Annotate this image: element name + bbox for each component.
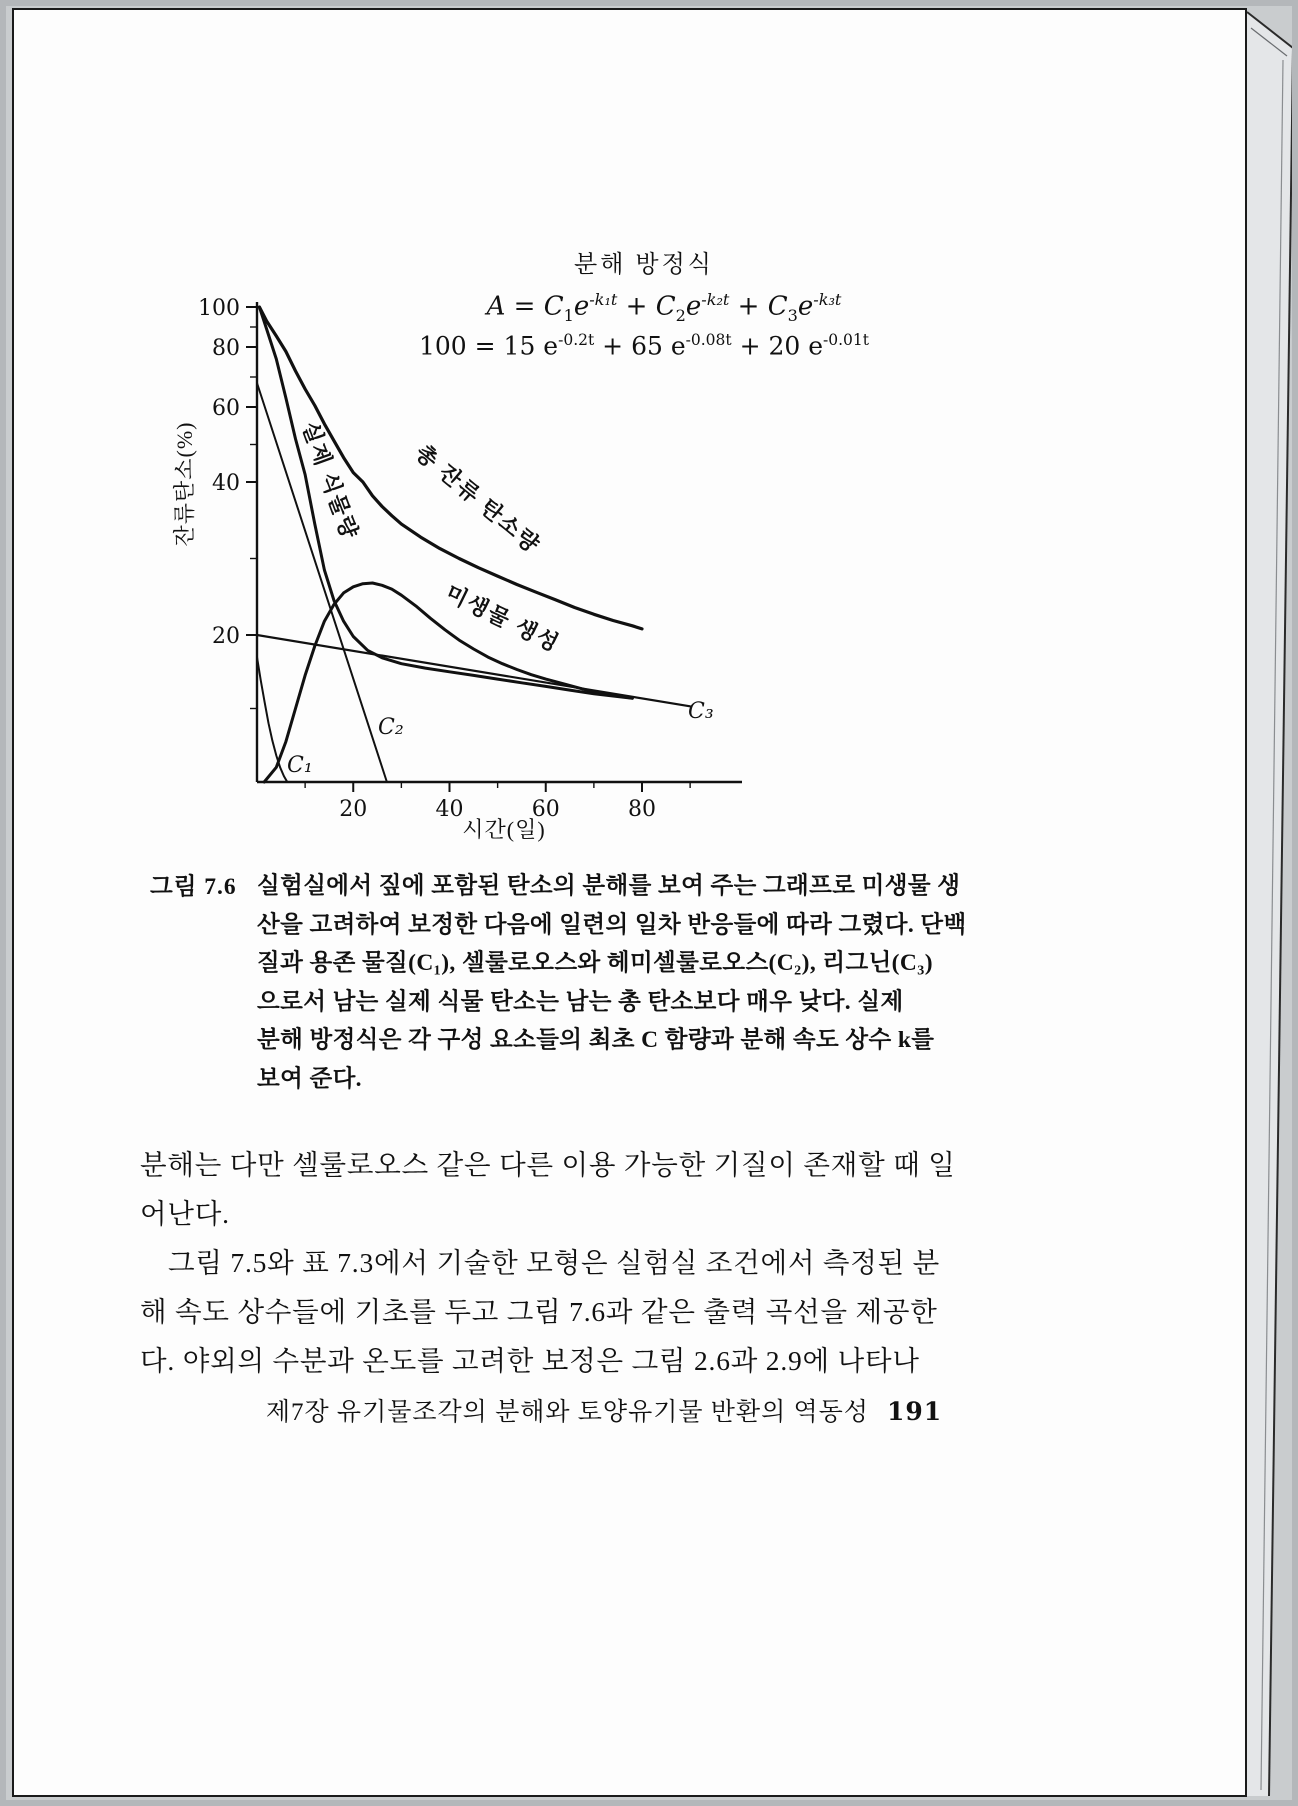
plant-curve-label: 실제 식물량 bbox=[297, 418, 364, 544]
x-tick-label: 60 bbox=[531, 797, 560, 822]
caption-line: 보여 준다. bbox=[257, 1065, 362, 1092]
caption-line: 으로서 남는 실제 식물 탄소는 남는 총 탄소보다 매우 낮다. 실제 bbox=[257, 988, 904, 1015]
x-tick-label: 40 bbox=[435, 797, 464, 822]
curve-c1 bbox=[257, 657, 287, 782]
c2-label: C₂ bbox=[378, 715, 404, 740]
microbe-curve-label: 미생물 생성 bbox=[441, 580, 565, 657]
y-tick-label: 60 bbox=[212, 396, 240, 421]
x-tick-label: 80 bbox=[628, 797, 656, 822]
caption-line: 실험실에서 짚에 포함된 탄소의 분해를 보여 주는 그래프로 미생물 생 bbox=[257, 873, 961, 899]
figure-7-6-chart bbox=[152, 292, 812, 862]
caption-line: 질과 용존 물질(C₁), 셀룰로오스와 헤미셀룰로오스(C₂), 리그닌(C₃) bbox=[257, 950, 933, 976]
caption-line: 산을 고려하여 보정한 다음에 일련의 일차 반응들에 따라 그렸다. 단백 bbox=[257, 911, 967, 938]
y-tick-label: 20 bbox=[212, 624, 240, 649]
caption-line: 분해 방정식은 각 구성 요소들의 최초 C 함량과 분해 속도 상수 k를 bbox=[257, 1027, 935, 1053]
y-tick-label: 100 bbox=[198, 296, 240, 321]
chapter-title: 제7장 유기물조각의 분해와 토양유기물 반환의 역동성 bbox=[265, 1399, 869, 1426]
page-stack-fill bbox=[1247, 12, 1293, 1796]
figure-caption-number: 그림 7.6 bbox=[150, 874, 237, 900]
body-text bbox=[140, 1140, 970, 1385]
decomposition-equation-symbolic: $A = C_1e^{-k_1t} + C_2e^{-k_2t} + C_3e^{-k_3t}$ bbox=[486, 290, 842, 325]
chart-ticks bbox=[198, 296, 690, 822]
c3-label: C₃ bbox=[688, 699, 714, 724]
y-tick-label: 80 bbox=[212, 336, 240, 361]
y-axis-label: 잔류탄소(%) bbox=[172, 421, 197, 547]
curve-microbe bbox=[264, 583, 632, 782]
chart-axes bbox=[257, 302, 742, 782]
x-axis-label: 시간(일) bbox=[462, 817, 546, 842]
x-tick-label: 20 bbox=[339, 797, 368, 822]
page-footer bbox=[184, 1392, 1024, 1428]
body-line: 다. 야외의 수분과 온도를 고려한 보정은 그림 2.6과 2.9에 나타나 bbox=[140, 1345, 920, 1376]
body-line: 어난다. bbox=[140, 1198, 230, 1229]
body-line: 해 속도 상수들에 기초를 두고 그림 7.6과 같은 출력 곡선을 제공한 bbox=[140, 1296, 938, 1327]
figure-caption bbox=[257, 867, 967, 1098]
y-tick-label: 40 bbox=[212, 471, 240, 496]
page-number: 191 bbox=[886, 1397, 943, 1426]
body-line: 분해는 다만 셀룰로오스 같은 다른 이용 가능한 기질이 존재할 때 일 bbox=[140, 1149, 956, 1180]
c1-label: C₁ bbox=[287, 753, 313, 778]
book-page bbox=[12, 8, 1247, 1797]
curve-plant bbox=[259, 307, 632, 698]
equation-title: 분해 방정식 bbox=[574, 252, 714, 278]
total-curve-label: 총 잔류 탄소량 bbox=[410, 439, 546, 559]
decomposition-equation-numeric: 100 = 15 $e^{-0.2t} + 65$ $e^{-0.08t} + 20$ $e^{-0.01t}$ bbox=[418, 331, 870, 361]
body-line: 그림 7.5와 표 7.3에서 기술한 모형은 실험실 조건에서 측정된 분 bbox=[168, 1247, 941, 1278]
decomposition-chart bbox=[152, 292, 812, 862]
chart-curves bbox=[257, 307, 690, 782]
